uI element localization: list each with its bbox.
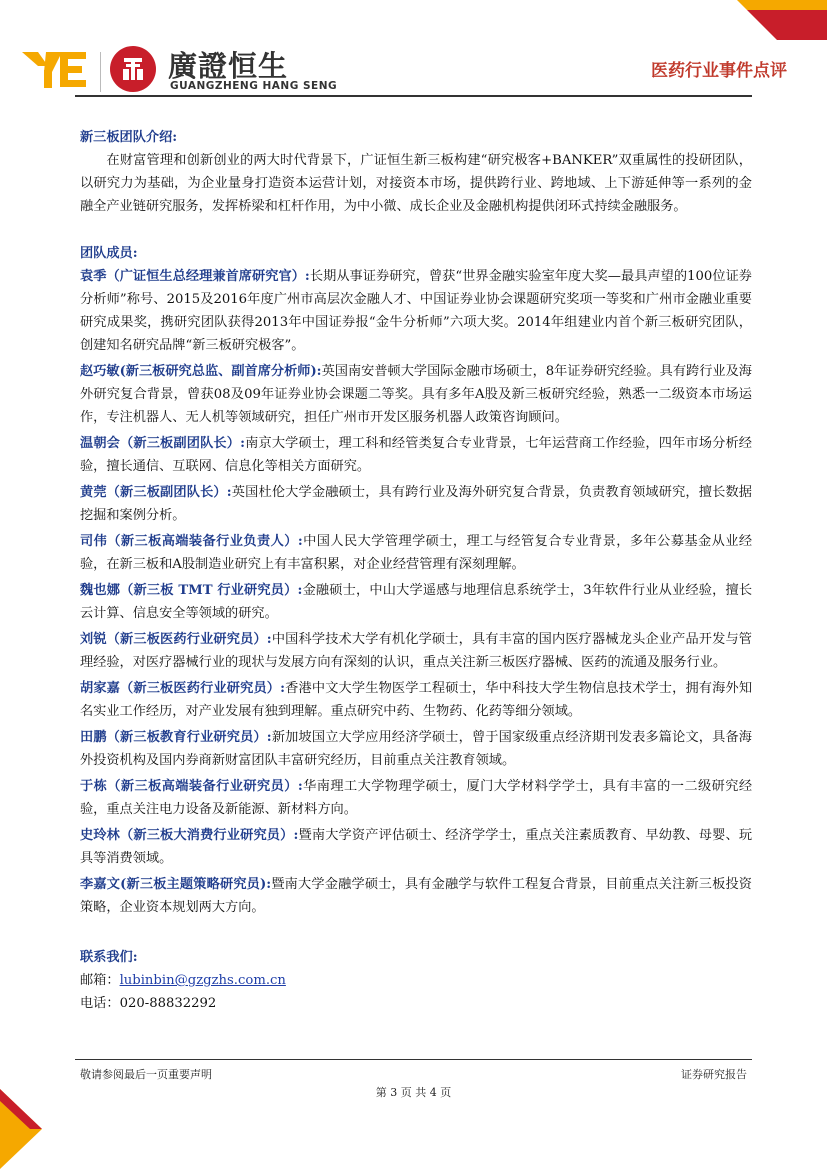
member-bio: 中国人民大学管理学硕士，理工与经管复合专业背景，多年公募基金从业经验，在新三板和A股制造业研究上有丰富积累，对企业经营管理有深刻理解。: [80, 534, 753, 572]
team-member: [80, 628, 752, 674]
page-number: 第 3 页 共 4 页: [375, 1086, 452, 1099]
team-member: [80, 481, 752, 527]
page-content: [80, 126, 752, 1015]
member-name: 田鹏（新三板教育行业研究员）:: [80, 730, 272, 745]
header-divider: [75, 95, 752, 97]
member-name: 黄莞（新三板副团队长）:: [80, 485, 232, 500]
member-bio: 新加坡国立大学应用经济学硕士，曾于国家级重点经济期刊发表多篇论文，具备海外投资机构及国内券商新财富团队丰富研究经历，目前重点关注教育领域。: [80, 730, 752, 768]
team-member: [80, 265, 752, 357]
email-row: [80, 969, 752, 992]
member-name: 于栋（新三板高端装备行业研究员）:: [80, 779, 303, 794]
member-name: 司伟（新三板高端装备行业负责人）:: [80, 534, 303, 549]
intro-heading: 新三板团队介绍:: [80, 130, 178, 145]
member-bio: 华南理工大学物理学硕士，厦门大学材料学学士，具有丰富的一二级研究经验，重点关注电力设备及新能源、新材料方向。: [80, 779, 753, 817]
member-bio: 英国杜伦大学金融硕士，具有跨行业及海外研究复合背景，负责教育领域研究，擅长数据挖掘和案例分析。: [80, 485, 752, 523]
team-member: [80, 432, 752, 478]
email-link[interactable]: lubinbin@gzgzhs.com.cn: [119, 973, 286, 988]
member-name: 赵巧敏(新三板研究总监、副首席分析师):: [80, 364, 322, 379]
phone-row: [80, 992, 752, 1015]
team-member: [80, 677, 752, 723]
member-name: 魏也娜（新三板 TMT 行业研究员）:: [80, 583, 303, 598]
footer-divider: [75, 1059, 752, 1060]
footer-report-label: 证券研究报告: [681, 1068, 747, 1081]
member-bio: 香港中文大学生物医学工程硕士，华中科技大学生物信息技术学士，拥有海外知名实业工作经历，对产业发展有独到理解。重点研究中药、生物药、化药等细分领域。: [80, 681, 752, 719]
brand-name-english: GUANGZHENG HANG SENG: [170, 80, 338, 92]
brand-name-chinese: 廣證恒生: [168, 49, 289, 83]
team-member: [80, 726, 752, 772]
phone-label: 电话：: [80, 996, 120, 1011]
member-bio: 中国科学技术大学有机化学硕士，具有丰富的国内医疗器械龙头企业产品开发与管理经验，对医疗器械行业的现状与发展方向有深刻的认识，重点关注新三板医疗器械、医药的流通及服务行业。: [80, 632, 752, 670]
member-bio: 暨南大学金融学硕士，具有金融学与软件工程复合背景，目前重点关注新三板投资策略，企业资本规划两大方向。: [80, 877, 752, 915]
member-name: 温朝会（新三板副团队长）:: [80, 436, 245, 451]
member-bio: 南京大学硕士，理工科和经管类复合专业背景，七年运营商工作经验，四年市场分析经验，擅长通信、互联网、信息化等相关方面研究。: [80, 436, 752, 474]
team-heading: 团队成员:: [80, 246, 138, 261]
member-bio: 英国南安普顿大学国际金融市场硕士，8年证券研究经验。具有跨行业及海外研究复合背景，曾获08及09年证券业协会课题二等奖。具有多年A股及新三板研究经验，熟悉一二级资本市场运作，专注机器人、无人机等领域研究，担任广州市开发区服务机器人政策咨询顾问。: [80, 364, 752, 425]
company-seal-logo: [110, 46, 156, 92]
email-label: 邮箱：: [80, 973, 120, 988]
member-name: 袁季（广证恒生总经理兼首席研究官）:: [80, 269, 310, 284]
team-member: [80, 360, 752, 429]
intro-paragraph: 在财富管理和创新创业的两大时代背景下，广证恒生新三板构建“研究极客+BANKER”双重属性的投研团队，以研究力为基础，为企业量身打造资本运营计划，对接资本市场，提供跨行业、跨地域、上下游延伸等一系列的金融全产业链研究服务，发挥桥梁和杠杆作用，为中小微、成长企业及金融机构提供闭环式持续金融服务。: [80, 153, 752, 214]
company-logo-mark: [22, 48, 94, 90]
team-member: [80, 873, 752, 919]
member-name: 刘锐（新三板医药行业研究员）:: [80, 632, 272, 647]
report-type-label: 医药行业事件点评: [651, 61, 787, 81]
member-name: 李嘉文(新三板主题策略研究员):: [80, 877, 272, 892]
contact-heading: 联系我们:: [80, 950, 138, 965]
footer-disclaimer-note: 敬请参阅最后一页重要声明: [80, 1068, 212, 1081]
member-bio: 暨南大学资产评估硕士、经济学学士，重点关注素质教育、早幼教、母婴、玩具等消费领域。: [80, 828, 753, 866]
team-member: [80, 775, 752, 821]
team-member: [80, 530, 752, 576]
phone-number: 020-88832292: [119, 996, 217, 1011]
footer-corner-decoration: [0, 1089, 42, 1169]
member-name: 胡家嘉（新三板医药行业研究员）:: [80, 681, 286, 696]
logo-divider: [100, 52, 101, 92]
team-member: [80, 824, 752, 870]
header-corner-decoration: [737, 0, 827, 40]
member-bio: 金融硕士，中山大学遥感与地理信息系统学士，3年软件行业从业经验，擅长云计算、信息安全等领域的研究。: [80, 583, 753, 621]
team-member: [80, 579, 752, 625]
member-bio: 长期从事证券研究，曾获“世界金融实验室年度大奖—最具声望的100位证券分析师”称号、2015及2016年度广州市高层次金融人才、中国证券业协会课题研究奖项一等奖和广州市金融业重要研究成果奖，携研究团队获得2013年中国证券报“金牛分析师”六项大奖。2014年组建业内首个新三板研究团队，创建知名研究品牌“新三板研究极客”。: [80, 269, 752, 353]
member-name: 史玲林（新三板大消费行业研究员）:: [80, 828, 299, 843]
